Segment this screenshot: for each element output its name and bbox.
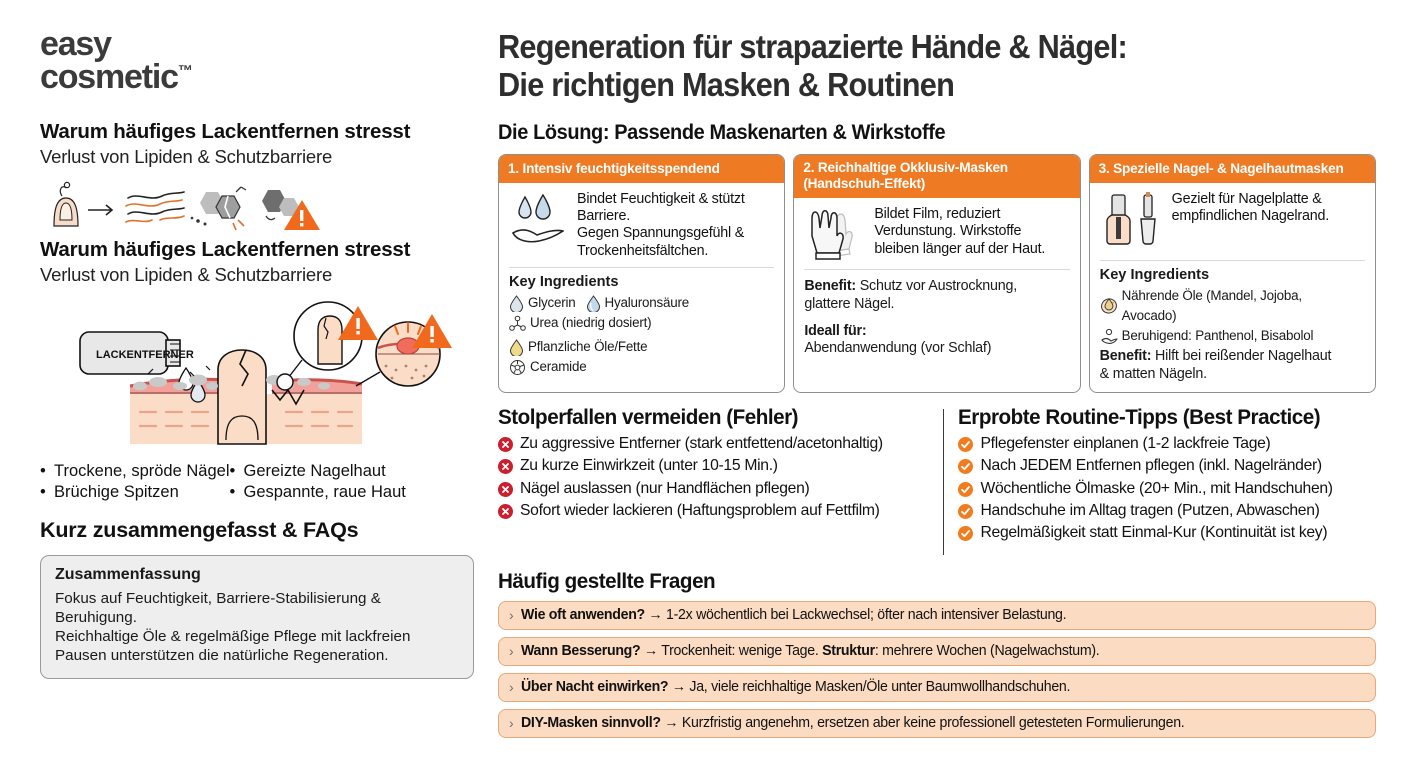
ingredient-naehrende-oele: Nährende Öle (Mandel, Jojoba, Avocado) [1100, 286, 1359, 326]
divider [509, 267, 774, 268]
card-1-ingredients-heading: Key Ingredients [509, 274, 619, 291]
chevron-right-icon: › [509, 643, 514, 660]
list-item: • Trockene, spröde Nägel [40, 462, 229, 481]
ingredient-pflanzliche-oele: Pflanzliche Öle/Fette [509, 337, 647, 357]
skin-closeup-magnifier [356, 314, 452, 386]
card-1-description: Bindet Feuchtigkeit & stützt Barriere. Gegen Spannungsgefühl & Trockenheitsfältchen. [577, 190, 745, 259]
vertical-divider [943, 409, 944, 555]
faq-item[interactable] [498, 673, 1376, 702]
droplet-yellow-icon [509, 339, 524, 356]
list-item: Pflegefenster einplanen (1-2 lackfreie Tage) [958, 433, 1376, 455]
check-icon [958, 437, 973, 452]
faq-answer-emphasis: Struktur [822, 643, 876, 660]
ingredient-urea: Urea (niedrig dosiert) [509, 313, 651, 333]
molecule-icon [509, 315, 526, 332]
card-2-ideal-label: Ideall für: [804, 323, 867, 340]
card-3-description: Gezielt für Nagelplatte & empfindlichen Nagelrand. [1171, 190, 1329, 225]
nut-oil-icon [1100, 297, 1118, 314]
faq-answer-2: : mehrere Wochen (Nagelwachstum). [875, 643, 1100, 660]
faq-question: DIY-Masken sinnvoll? [521, 715, 662, 732]
faq-answer: → Kurzfristig angenehm, ersetzen aber keine professionell getesteten Formulierungen. [661, 715, 1185, 732]
summary-box-body [55, 589, 459, 666]
nail-icon [54, 182, 78, 226]
mid-lists [498, 405, 1376, 555]
card-3-ingredients-heading: Key Ingredients [1099, 266, 1210, 283]
check-icon [958, 504, 973, 519]
card-3-ingredients [1100, 286, 1365, 326]
check-icon [958, 482, 973, 497]
summary-line-2: Beruhigung. [55, 609, 137, 627]
card-okklusiv-masken [793, 154, 1080, 394]
check-icon [958, 459, 973, 474]
lipid-loss-illustration [40, 176, 490, 238]
chevron-right-icon: › [509, 679, 514, 696]
card-nagel-nagelhautmasken [1089, 154, 1376, 394]
best-practice-column [958, 405, 1376, 555]
card-2-header-line1: 2. Reichhaltige Okklusiv-Masken [803, 159, 1008, 175]
right-column [498, 28, 1376, 738]
card-2-description: Bildet Film, reduziert Verdunstung. Wirkstoffe bleiben länger auf der Haut. [874, 206, 1046, 257]
summary-heading: Kurz zusammengefasst & FAQs [40, 517, 359, 542]
chevron-right-icon: › [509, 607, 514, 624]
summary-line-4: Pausen unterstützen die natürliche Regeneration. [55, 647, 389, 665]
symptom-bullets-col2 [229, 460, 405, 504]
list-item: Sofort wieder lackieren (Haftungsproblem auf Fettfilm) [498, 500, 937, 522]
card-3-header: 3. Spezielle Nagel- & Nagelhautmasken [1090, 155, 1375, 183]
mistakes-column [498, 405, 937, 555]
list-item: Zu aggressive Entferner (stark entfettend/acetonhaltig) [498, 433, 937, 455]
left-section1-heading: Warum häufiges Lackentfernen stresst [40, 119, 411, 143]
brand-logo [40, 25, 490, 96]
broken-barrier-icon [191, 187, 246, 230]
arrow-icon [88, 205, 112, 215]
best-practice-heading: Erprobte Routine-Tipps (Best Practice) [958, 405, 1321, 430]
page-title-line1: Regeneration für strapazierte Hände & Nägel: [498, 28, 1127, 65]
faq-answer: → 1-2x wöchentlich bei Lackwechsel; öfter nach intensiver Belastung. [645, 607, 1067, 624]
card-3-benefit-label: Benefit: [1099, 348, 1152, 365]
brand-logo-line2: cosmetic™ [40, 57, 193, 96]
page-title-line2: Die richtigen Masken & Routinen [498, 66, 955, 104]
faq-question: Wie oft anwenden? [521, 607, 646, 624]
left-section2-heading: Warum häufiges Lackentfernen stresst [40, 237, 411, 261]
page-title [498, 28, 1315, 105]
list-item: Handschuhe im Alltag tragen (Putzen, Abwaschen) [958, 500, 1376, 522]
faq-item[interactable] [498, 637, 1376, 666]
gloves-icon [804, 206, 866, 262]
divider [804, 269, 1069, 270]
faq-item[interactable] [498, 709, 1376, 738]
card-2-benefit-label: Benefit: [804, 278, 856, 295]
error-icon [498, 459, 513, 474]
nail-closeup-magnifier [277, 302, 378, 390]
card-1-header: 1. Intensiv feuchtigkeitsspendend [499, 155, 784, 183]
list-item: • Gespannte, raue Haut [229, 483, 405, 502]
summary-line-3: Reichhaltige Öle & regelmäßige Pflege mit lackfreien [55, 628, 411, 646]
faq-question: Wann Besserung? [521, 643, 641, 660]
faq-answer: → Trockenheit: wenige Tage. [640, 643, 823, 660]
nail-polish-remover-bottle [80, 332, 194, 374]
list-item: Zu kurze Einwirkzeit (unter 10-15 Min.) [498, 455, 937, 477]
chevron-right-icon: › [509, 715, 514, 732]
damaged-nail-icon [218, 350, 266, 444]
summary-box-title: Zusammenfassung [55, 565, 201, 583]
list-item: Regelmäßigkeit statt Einmal-Kur (Kontinuität ist key) [958, 522, 1376, 544]
lipid-lines-icon [126, 192, 184, 222]
brand-logo-line1: easy [40, 25, 111, 63]
trademark-symbol: ™ [177, 62, 193, 80]
left-column [40, 25, 490, 679]
ingredient-glycerin: Glycerin [509, 293, 576, 313]
left-section2-subheading: Verlust von Lipiden & Schutzbarriere [40, 263, 333, 285]
list-item: Wöchentliche Ölmaske (20+ Min., mit Handschuhen) [958, 478, 1376, 500]
solution-heading: Die Lösung: Passende Maskenarten & Wirkstoffe [498, 120, 946, 144]
droplet-blue-icon [586, 295, 601, 312]
nail-damage-diagram [40, 294, 490, 454]
ingredient-ceramide: Ceramide [509, 357, 586, 377]
ingredient-beruhigend: Beruhigend: Panthenol, Bisabolol [1100, 326, 1314, 346]
hand-with-droplets-icon [509, 191, 569, 247]
lipid-loss-icons [40, 176, 320, 236]
error-icon [498, 437, 513, 452]
droplet-grey-icon [509, 295, 524, 312]
list-item: • Brüchige Spitzen [40, 483, 229, 502]
faq-heading: Häufig gestellte Fragen [498, 569, 716, 594]
ingredient-hyaluronsaeure: Hyaluronsäure [586, 293, 690, 313]
bottle-label: LACKENTFERNER [96, 348, 194, 361]
barrier-warning-icon [262, 190, 320, 230]
card-2-benefit: Benefit: Schutz vor Austrocknung, glattere Nägel. [804, 278, 1018, 312]
soothing-hand-icon [1100, 328, 1118, 345]
ceramide-icon [509, 359, 526, 376]
error-icon [498, 482, 513, 497]
faq-answer: → Ja, viele reichhaltige Masken/Öle unter Baumwollhandschuhen. [668, 679, 1071, 696]
mistakes-heading: Stolperfallen vermeiden (Fehler) [498, 405, 799, 430]
list-item: Nach JEDEM Entfernen pflegen (inkl. Nagelränder) [958, 455, 1376, 477]
summary-line-1: Fokus auf Feuchtigkeit, Barriere-Stabilisierung & [55, 589, 381, 607]
mask-type-cards [498, 154, 1376, 394]
symptom-bullets-col1 [40, 460, 229, 504]
nail-damage-illustration [40, 294, 490, 454]
symptom-bullets [40, 460, 490, 504]
list-item: • Gereizte Nagelhaut [229, 462, 405, 481]
divider [1100, 260, 1365, 261]
card-2-header [794, 155, 1079, 199]
faq-item[interactable] [498, 601, 1376, 630]
summary-box [40, 555, 474, 679]
card-2-header-line2: (Handschuh-Effekt) [803, 175, 926, 191]
nail-polish-bottle-icon [1100, 191, 1164, 253]
left-section1-subheading: Verlust von Lipiden & Schutzbarriere [40, 145, 333, 167]
card-2-ideal: Ideall für: Abendanwendung (vor Schlaf) [804, 323, 992, 357]
faq-question: Über Nacht einwirken? [521, 679, 669, 696]
card-intensiv-feuchtigkeitsspendend [498, 154, 785, 394]
card-1-ingredients [509, 293, 774, 313]
card-3-benefit: Benefit: Hilft bei reißender Nagelhaut & matten Nägeln. [1099, 348, 1332, 382]
error-icon [498, 504, 513, 519]
list-item: Nägel auslassen (nur Handflächen pflegen) [498, 478, 937, 500]
check-icon [958, 526, 973, 541]
